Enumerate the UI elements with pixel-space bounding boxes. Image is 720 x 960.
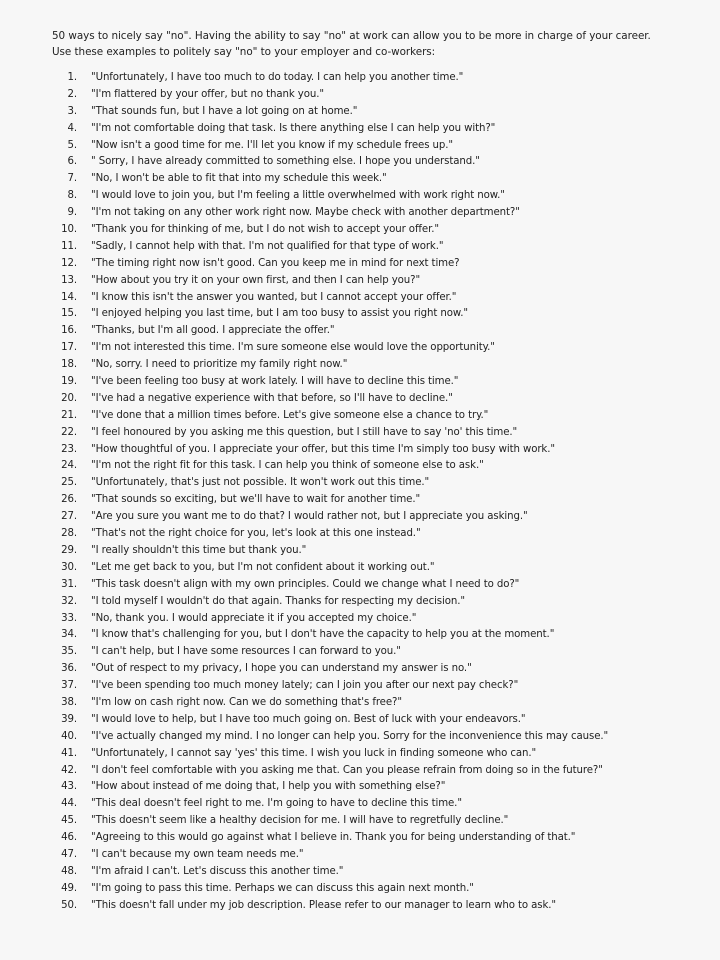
list-item-text: "I can't help, but I have some resources I can forward to you.": [91, 646, 401, 658]
list-item-number: 47.: [61, 848, 77, 860]
list-item-number: 36.: [61, 663, 77, 675]
list-item: [52, 70, 690, 87]
list-item-text: "I told myself I wouldn't do that again. Thanks for respecting my decision.": [91, 595, 465, 607]
list-item: [52, 492, 690, 509]
list-item: [52, 374, 690, 391]
list-item: [52, 138, 690, 155]
list-item-number: 2.: [67, 88, 77, 100]
list-item: [52, 796, 690, 813]
list-item-text: "Unfortunately, that's just not possible. It won't work out this time.": [91, 477, 430, 489]
list-item-text: "I've done that a million times before. Let's give someone else a chance to try.": [91, 409, 489, 421]
list-item-text: "I can't because my own team needs me.": [91, 848, 304, 860]
list-item-number: 34.: [61, 629, 77, 641]
list-item: [52, 239, 690, 256]
list-item: [52, 154, 690, 171]
list-item-text: "I don't feel comfortable with you asking me that. Can you please refrain from doing so in the future?": [91, 764, 603, 776]
list-item: [52, 104, 690, 121]
list-item-text: "I enjoyed helping you last time, but I am too busy to assist you right now.": [91, 308, 468, 320]
list-item-number: 50.: [61, 899, 77, 911]
list-item-number: 22.: [61, 426, 77, 438]
list-item: [52, 543, 690, 560]
list-item: [52, 661, 690, 678]
list-item-number: 44.: [61, 798, 77, 810]
list-item-number: 3.: [67, 105, 77, 117]
list-item-number: 49.: [61, 882, 77, 894]
list-item-text: "I know that's challenging for you, but I don't have the capacity to help you at the moment.": [91, 629, 555, 641]
list-item-text: "That sounds so exciting, but we'll have to wait for another time.": [91, 494, 421, 506]
list-item: [52, 611, 690, 628]
list-item-text: "This deal doesn't feel right to me. I'm going to have to decline this time.": [91, 798, 462, 810]
list-item-text: "Unfortunately, I have too much to do today. I can help you another time.": [91, 72, 464, 83]
list-item-text: "I'm not taking on any other work right now. Maybe check with another department?": [91, 207, 520, 219]
list-item-text: "I've had a negative experience with that before, so I'll have to decline.": [91, 392, 453, 404]
list-item-number: 28.: [61, 528, 77, 540]
list-item: [52, 644, 690, 661]
list-item: [52, 712, 690, 729]
list-item-number: 9.: [67, 207, 77, 219]
list-item-number: 37.: [61, 680, 77, 692]
list-item-text: "How thoughtful of you. I appreciate your offer, but this time I'm simply too busy with work.": [91, 443, 555, 455]
list-item-text: " Sorry, I have already committed to something else. I hope you understand.": [91, 156, 480, 168]
list-item: [52, 678, 690, 695]
list-item-text: "Are you sure you want me to do that? I would rather not, but I appreciate you asking.": [91, 511, 528, 523]
list-item-text: "That sounds fun, but I have a lot going on at home.": [91, 105, 358, 117]
list-item-number: 14.: [61, 291, 77, 303]
list-item-number: 7.: [67, 173, 77, 185]
list-item-number: 27.: [61, 511, 77, 523]
list-item-text: "Now isn't a good time for me. I'll let you know if my schedule frees up.": [91, 139, 453, 151]
list-item-number: 26.: [61, 494, 77, 506]
list-item: [52, 205, 690, 222]
list-item-text: "This task doesn't align with my own principles. Could we change what I need to do?": [91, 578, 520, 590]
list-item-text: "Sadly, I cannot help with that. I'm not qualified for that type of work.": [91, 240, 444, 252]
intro-line-1: 50 ways to nicely say "no". Having the ability to say "no" at work can allow you to be more in charge of your career.: [52, 30, 651, 42]
list-item-text: "This doesn't seem like a healthy decision for me. I will have to regretfully decline.": [91, 815, 509, 827]
list-item: [52, 509, 690, 526]
list-item: [52, 864, 690, 881]
list-item-text: "Unfortunately, I cannot say 'yes' this time. I wish you luck in finding someone who can.": [91, 747, 537, 759]
list-item: [52, 425, 690, 442]
list-item-number: 40.: [61, 730, 77, 742]
list-item: [52, 290, 690, 307]
list-item: [52, 830, 690, 847]
list-item: [52, 87, 690, 104]
list-item-number: 42.: [61, 764, 77, 776]
list-item-text: "Let me get back to you, but I'm not confident about it working out.": [91, 561, 435, 573]
list-item: [52, 594, 690, 611]
list-item-number: 46.: [61, 832, 77, 844]
list-item-text: "I feel honoured by you asking me this question, but I still have to say 'no' this time.": [91, 426, 518, 438]
list-item-number: 45.: [61, 815, 77, 827]
list-item-text: "I'm flattered by your offer, but no thank you.": [91, 88, 324, 100]
list-item-number: 4.: [67, 122, 77, 134]
list-item-text: "I'm not the right fit for this task. I can help you think of someone else to ask.": [91, 460, 484, 472]
list-item-number: 18.: [61, 359, 77, 371]
list-item: [52, 847, 690, 864]
list-item-number: 29.: [61, 544, 77, 556]
list-item-number: 35.: [61, 646, 77, 658]
list-item: [52, 306, 690, 323]
list-item-number: 1.: [67, 72, 77, 83]
list-item-text: "Out of respect to my privacy, I hope you can understand my answer is no.": [91, 663, 472, 675]
list-item: [52, 729, 690, 746]
list-item: [52, 695, 690, 712]
list-item-text: "I'm low on cash right now. Can we do something that's free?": [91, 696, 402, 708]
list-item-number: 43.: [61, 781, 77, 793]
list-item-number: 24.: [61, 460, 77, 472]
list-item-number: 20.: [61, 392, 77, 404]
list-item: [52, 171, 690, 188]
list-item-number: 41.: [61, 747, 77, 759]
list-item: [52, 323, 690, 340]
list-item-text: "I've actually changed my mind. I no longer can help you. Sorry for the inconvenience this may cause.": [91, 730, 609, 742]
list-item-text: "Thank you for thinking of me, but I do not wish to accept your offer.": [91, 224, 439, 236]
list-item-number: 5.: [67, 139, 77, 151]
list-item: [52, 763, 690, 780]
list-item: [52, 408, 690, 425]
list-item-text: "No, I won't be able to fit that into my schedule this week.": [91, 173, 387, 185]
list-item: [52, 813, 690, 830]
list-item-text: "The timing right now isn't good. Can you keep me in mind for next time?: [91, 257, 460, 269]
list-item: [52, 475, 690, 492]
list-item: [52, 357, 690, 374]
list-item-number: 17.: [61, 342, 77, 354]
list-item-number: 6.: [67, 156, 77, 168]
list-item-text: "I would love to join you, but I'm feeling a little overwhelmed with work right now.": [91, 190, 505, 202]
list-item: [52, 779, 690, 796]
list-item: [52, 898, 690, 915]
list-item-text: "How about you try it on your own first, and then I can help you?": [91, 274, 421, 286]
list-item: [52, 442, 690, 459]
list-item: [52, 273, 690, 290]
list-item-number: 32.: [61, 595, 77, 607]
intro-paragraph: [52, 28, 690, 60]
list-item-text: "I'm afraid I can't. Let's discuss this another time.": [91, 865, 344, 877]
list-item: [52, 222, 690, 239]
list-item: [52, 391, 690, 408]
list-item-number: 39.: [61, 713, 77, 725]
list-item-number: 25.: [61, 477, 77, 489]
list-item-text: "I'm going to pass this time. Perhaps we can discuss this again next month.": [91, 882, 474, 894]
list-item-number: 30.: [61, 561, 77, 573]
list-item-text: "I'm not comfortable doing that task. Is there anything else I can help you with?": [91, 122, 496, 134]
list-item-number: 19.: [61, 376, 77, 388]
list-item: [52, 560, 690, 577]
list-item-text: "How about instead of me doing that, I help you with something else?": [91, 781, 446, 793]
list-item: [52, 627, 690, 644]
list-item-text: "I really shouldn't this time but thank you.": [91, 544, 307, 556]
list-item: [52, 881, 690, 898]
list-item-number: 23.: [61, 443, 77, 455]
list-item-text: "I would love to help, but I have too much going on. Best of luck with your endeavors.": [91, 713, 526, 725]
list-item: [52, 577, 690, 594]
list-item: [52, 340, 690, 357]
list-item-number: 16.: [61, 325, 77, 337]
list-item-number: 38.: [61, 696, 77, 708]
list-item-number: 11.: [61, 240, 77, 252]
list-item: [52, 188, 690, 205]
list-item: [52, 458, 690, 475]
list-item-text: "No, thank you. I would appreciate it if you accepted my choice.": [91, 612, 417, 624]
list-item-number: 31.: [61, 578, 77, 590]
list-item-text: "Thanks, but I'm all good. I appreciate the offer.": [91, 325, 335, 337]
numbered-list: [52, 70, 690, 915]
list-item-text: "Agreeing to this would go against what I believe in. Thank you for being understanding of that.": [91, 832, 576, 844]
list-item-number: 13.: [61, 274, 77, 286]
list-item-text: "This doesn't fall under my job description. Please refer to our manager to learn who to ask.": [91, 899, 557, 911]
list-item: [52, 526, 690, 543]
list-item-text: "That's not the right choice for you, let's look at this one instead.": [91, 528, 421, 540]
list-item-text: "I'm not interested this time. I'm sure someone else would love the opportunity.": [91, 342, 495, 354]
list-item: [52, 121, 690, 138]
list-item: [52, 746, 690, 763]
list-item-number: 15.: [61, 308, 77, 320]
list-item-text: "I've been feeling too busy at work lately. I will have to decline this time.": [91, 376, 459, 388]
list-item-number: 12.: [61, 257, 77, 269]
list-item-number: 48.: [61, 865, 77, 877]
list-item-text: "I've been spending too much money lately; can I join you after our next pay check?": [91, 680, 519, 692]
list-item-text: "No, sorry. I need to prioritize my family right now.": [91, 359, 348, 371]
list-item-number: 21.: [61, 409, 77, 421]
list-item: [52, 256, 690, 273]
list-item-number: 10.: [61, 224, 77, 236]
list-item-number: 8.: [67, 190, 77, 202]
list-item-text: "I know this isn't the answer you wanted, but I cannot accept your offer.": [91, 291, 457, 303]
intro-line-2: Use these examples to politely say "no" to your employer and co-workers:: [52, 46, 436, 58]
list-item-number: 33.: [61, 612, 77, 624]
